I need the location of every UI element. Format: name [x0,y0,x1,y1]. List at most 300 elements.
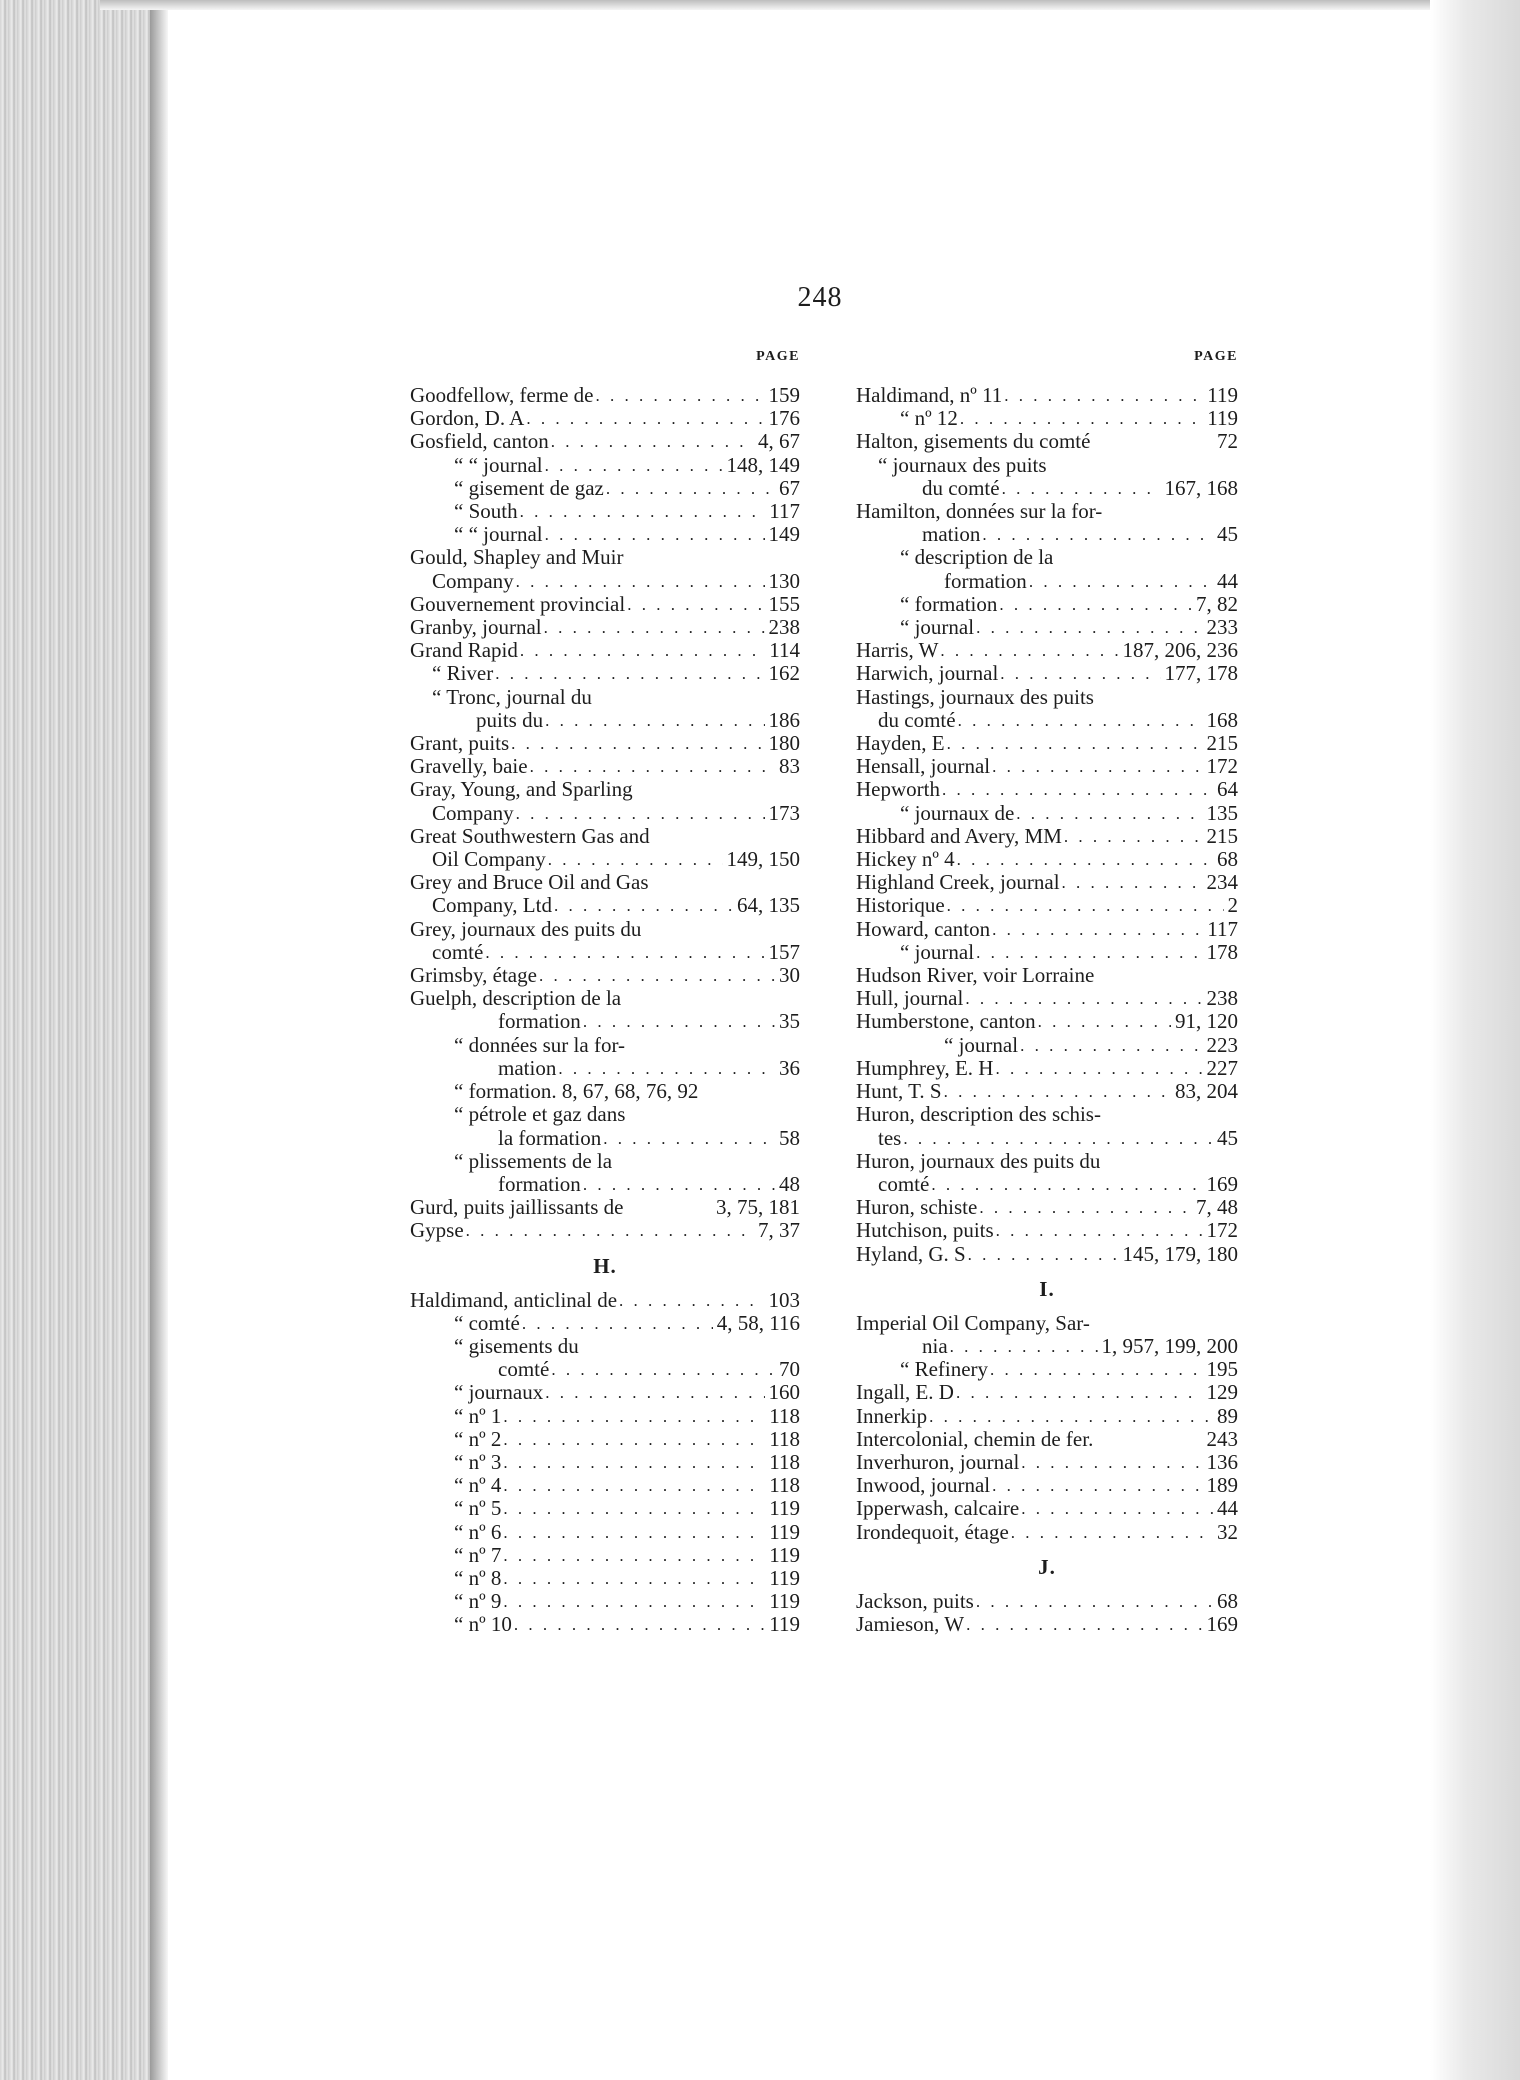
entry-text: “ description de la [900,545,1054,570]
entry-page-ref: 172 [1206,1218,1238,1243]
entry-page-ref: 35 [779,1009,800,1034]
entry-text: Company [432,568,514,593]
entry-page-ref: 233 [1206,615,1238,640]
entry-text: Oil Company [432,847,546,872]
leader-dots [545,523,765,546]
entry-text: Haldimand, nº 11 [856,383,1003,407]
entry-text: Goodfellow, ferme de [410,383,594,407]
leader-dots [526,407,764,430]
leader-dots [931,1173,1202,1196]
leader-dots [503,1451,765,1474]
index-entry [856,686,1238,709]
leader-dots [530,755,775,778]
entry-page-ref: 117 [1207,916,1238,941]
index-entry [410,570,800,593]
entry-page-ref: 119 [1207,383,1238,407]
index-entry [856,570,1238,593]
leader-dots [1038,1010,1171,1033]
index-entry [410,987,800,1010]
entry-text: “ Refinery [900,1357,989,1382]
leader-dots [1062,871,1203,894]
index-entry [856,1405,1238,1428]
entry-text: “ nº 6 [454,1519,502,1544]
leader-dots [485,941,764,964]
leader-dots [976,941,1202,964]
index-entry [410,500,800,523]
leader-dots [606,477,775,500]
index-entry [856,1243,1238,1266]
index-entry [410,1010,800,1033]
index-entry [410,1057,800,1080]
index-entry [410,1544,800,1567]
entry-page-ref: 67 [779,475,800,500]
entry-text: “ pétrole et gaz dans [454,1102,626,1127]
entry-text: Harwich, journal [856,661,999,686]
index-entry [410,430,800,453]
entry-text: “ comté [454,1310,520,1335]
entry-page-ref: 155 [768,591,800,616]
entry-text: Huron, schiste [856,1195,978,1220]
index-entry [410,454,800,477]
entry-page-ref: 44 [1217,1496,1238,1521]
index-entry [856,500,1238,523]
leader-dots [503,1428,765,1451]
entry-page-ref: 223 [1206,1032,1238,1057]
index-entry [410,1080,800,1103]
entry-page-ref: 44 [1217,568,1238,593]
entry-text: “ South [454,499,518,524]
entry-text: Great Southwestern Gas and [410,823,650,848]
index-entry [856,1196,1238,1219]
entry-text: Grant, puits [410,731,510,756]
index-entry [410,1150,800,1173]
entry-page-ref: 118 [769,1403,800,1428]
index-entry [856,407,1238,430]
index-entry [410,1173,800,1196]
index-entry [410,1381,800,1404]
leader-dots [503,1474,765,1497]
index-entry [410,894,800,917]
entry-page-ref: 162 [768,661,800,686]
entry-text: Hyland, G. S [856,1241,966,1266]
leader-dots [522,1312,713,1335]
leader-dots [947,894,1224,917]
leader-dots [503,1590,765,1613]
leader-dots [956,1381,1203,1404]
entry-page-ref: 30 [779,963,800,988]
entry-text: Company [432,800,514,825]
entry-page-ref: 238 [768,615,800,640]
index-entry [410,941,800,964]
entry-text: comté [878,1171,930,1196]
entry-text: Hunt, T. S [856,1079,942,1104]
entry-page-ref: 189 [1206,1473,1238,1498]
entry-text: “ formation [900,591,998,616]
entry-text: Hickey nº 4 [856,847,955,872]
entry-text: Humberstone, canton [856,1009,1036,1034]
entry-page-ref: 118 [769,1426,800,1451]
index-entry [856,662,1238,685]
entry-text: Hutchison, puits [856,1218,994,1243]
entry-text: comté [432,939,484,964]
index-entry [856,593,1238,616]
leader-dots [548,848,723,871]
entry-page-ref: 186 [768,707,800,732]
index-entry [856,1521,1238,1544]
entry-text: mation [498,1055,557,1080]
leader-dots [554,894,733,917]
index-entry [410,1127,800,1150]
leader-dots [627,593,764,616]
index-entry [856,894,1238,917]
index-entry [410,871,800,894]
entry-text: Gouvernement provincial [410,591,626,616]
entry-page-ref: 83, 204 [1175,1079,1238,1104]
leader-dots [950,1335,1098,1358]
entry-page-ref: 117 [769,499,800,524]
leader-dots [976,1590,1213,1613]
entry-text: Huron, journaux des puits du [856,1148,1101,1173]
index-entry [856,1451,1238,1474]
book-page-edges [0,0,150,2080]
index-entry [410,1196,800,1219]
leader-dots [903,1127,1213,1150]
entry-page-ref: 149, 150 [726,847,800,872]
entry-text: “ nº 7 [454,1542,502,1567]
entry-page-ref: 45 [1217,522,1238,547]
index-entry [856,1150,1238,1173]
leader-dots [520,500,766,523]
leader-dots [966,1613,1202,1636]
entry-text: Huron, description des schis- [856,1102,1101,1127]
index-entry [856,732,1238,755]
entry-page-ref: 130 [768,568,800,593]
leader-dots [957,848,1213,871]
entry-text: Gould, Shapley and Muir [410,545,624,570]
leader-dots [595,384,764,407]
entry-text: “ gisements du [454,1333,579,1358]
index-entry [856,755,1238,778]
entry-page-ref: 45 [1217,1125,1238,1150]
leader-dots [1004,384,1203,407]
entry-page-ref: 119 [769,1565,800,1590]
entry-text: “ journal [900,615,975,640]
index-entry [410,778,800,801]
leader-dots [1016,802,1202,825]
index-entries [410,384,800,1637]
leader-dots [514,1613,765,1636]
index-entry [410,384,800,407]
index-entry [856,709,1238,732]
entry-text: Intercolonial, chemin de fer. [856,1426,1094,1451]
leader-dots [511,732,764,755]
entry-text: “ données sur la for- [454,1032,626,1057]
entry-page-ref: 119 [769,1589,800,1614]
entry-text: formation [498,1009,581,1034]
entry-text: Hudson River, voir Lorraine [856,963,1095,988]
column-header: PAGE [756,349,800,364]
leader-dots [1029,570,1213,593]
leader-dots [1000,662,1160,685]
entry-page-ref: 136 [1206,1449,1238,1474]
entry-text: la formation [498,1125,602,1150]
index-entry [410,1567,800,1590]
entry-text: Company, Ltd [432,893,552,918]
index-entry [856,987,1238,1010]
entry-page-ref: 145, 179, 180 [1122,1241,1238,1266]
index-entry [856,1474,1238,1497]
entry-text: “ journaux des puits [878,452,1047,477]
index-entry [856,941,1238,964]
entry-page-ref: 4, 58, 116 [716,1310,800,1335]
entry-text: “ nº 10 [454,1612,512,1637]
index-entry [410,546,800,569]
index-entry [410,1428,800,1451]
leader-dots [992,755,1202,778]
entry-text: Hamilton, données sur la for- [856,499,1103,524]
entry-text: Granby, journal [410,615,542,640]
entry-page-ref: 119 [769,1519,800,1544]
leader-dots [551,1358,775,1381]
leader-dots [539,964,775,987]
index-entry [410,1103,800,1126]
index-entry [856,1010,1238,1033]
entry-page-ref: 119 [769,1542,800,1567]
entry-text: comté [498,1357,550,1382]
entry-text: “ journaux [454,1380,544,1405]
index-entry [410,918,800,941]
column-header: PAGE [1194,349,1238,364]
leader-dots [466,1219,754,1242]
index-entry [856,1428,1238,1451]
entry-text: Hibbard and Avery, MM [856,823,1062,848]
entry-text: Inverhuron, journal [856,1449,1020,1474]
entry-page-ref: 118 [769,1473,800,1498]
leader-dots [583,1010,775,1033]
entry-page-ref: 227 [1206,1055,1238,1080]
index-entry [410,1289,800,1312]
entry-text: Gypse [410,1218,464,1243]
entry-text: Hastings, journaux des puits [856,684,1094,709]
leader-dots [965,987,1202,1010]
entry-text: mation [922,522,981,547]
entry-page-ref: 173 [768,800,800,825]
index-entry [856,523,1238,546]
entry-text: “ nº 1 [454,1403,502,1428]
entry-text: tes [878,1125,902,1150]
index-column-right [856,344,1238,1636]
entry-text: “ nº 8 [454,1565,502,1590]
leader-dots [992,918,1203,941]
entry-page-ref: 172 [1206,754,1238,779]
leader-dots [558,1057,775,1080]
index-entry [856,1613,1238,1636]
section-letter: I. [1039,1276,1055,1301]
leader-dots [976,616,1202,639]
leader-dots [958,709,1203,732]
entry-text: “ nº 3 [454,1449,502,1474]
entry-page-ref: 176 [768,406,800,431]
entry-page-ref: 58 [779,1125,800,1150]
leader-dots [990,1358,1202,1381]
leader-dots [516,570,765,593]
entry-text: “ nº 2 [454,1426,502,1451]
leader-dots [982,523,1213,546]
index-entry [856,848,1238,871]
index-entry [410,848,800,871]
leader-dots [1021,1451,1202,1474]
entry-page-ref: 7, 37 [758,1218,800,1243]
leader-dots [1021,1497,1213,1520]
leader-dots [995,1057,1202,1080]
entry-page-ref: 7, 48 [1196,1195,1238,1220]
entry-page-ref: 4, 67 [758,429,800,454]
page-number: 248 [797,282,843,313]
entry-page-ref: 135 [1206,800,1238,825]
leader-dots [551,430,754,453]
index-entry [410,662,800,685]
entry-page-ref: 64 [1217,777,1238,802]
entry-text: Hull, journal [856,986,964,1011]
leader-dots [520,639,765,662]
index-entry [856,1335,1238,1358]
entry-text: “ journaux de [900,800,1015,825]
leader-dots [545,709,764,732]
leader-dots [996,1219,1203,1242]
entry-text: Irondequoit, étage [856,1519,1009,1544]
entry-page-ref: 148, 149 [726,452,800,477]
entry-page-ref: 89 [1217,1403,1238,1428]
entry-page-ref: 1, 957, 199, 200 [1101,1333,1238,1358]
entry-page-ref: 243 [1206,1426,1238,1451]
entry-text: Haldimand, anticlinal de [410,1287,618,1312]
entry-text: Ingall, E. D [856,1380,954,1405]
entry-text: “ gisement de gaz [454,475,604,500]
entry-page-ref: 91, 120 [1175,1009,1238,1034]
entry-page-ref: 234 [1206,870,1238,895]
entry-page-ref: 119 [769,1612,800,1637]
entry-text: “ journal [944,1032,1019,1057]
leader-dots [544,616,765,639]
leader-dots [495,662,764,685]
page-gutter-shadow [150,0,168,2080]
index-entry [856,1080,1238,1103]
entry-page-ref: 160 [768,1380,800,1405]
entry-text: Imperial Oil Company, Sar- [856,1310,1090,1335]
index-entry [856,802,1238,825]
entry-page-ref: 215 [1206,823,1238,848]
index-entry [856,1173,1238,1196]
entry-page-ref: 70 [779,1357,800,1382]
entry-page-ref: 3, 75, 181 [716,1195,800,1220]
leader-dots [999,593,1192,616]
entry-text: “ River [432,661,494,686]
index-entry [856,616,1238,639]
leader-dots [545,1381,764,1404]
entry-text: Harris, W [856,638,939,663]
entry-text: Grimsby, étage [410,963,537,988]
index-entry [410,616,800,639]
entry-page-ref: 169 [1206,1171,1238,1196]
entry-page-ref: 83 [779,754,800,779]
index-entry [410,964,800,987]
index-column-left [410,344,800,1637]
index-entry [856,964,1238,987]
entry-text: Howard, canton [856,916,991,941]
leader-dots [944,1080,1171,1103]
entry-text: du comté [878,707,956,732]
leader-dots [942,778,1213,801]
entry-text: “ journal [900,939,975,964]
index-entry [410,1613,800,1636]
entry-text: Humphrey, E. H [856,1055,994,1080]
index-entry [856,430,1238,453]
entry-text: “ nº 5 [454,1496,502,1521]
section-letter: H. [593,1253,617,1278]
entry-page-ref: 129 [1206,1380,1238,1405]
index-entry [410,755,800,778]
entry-text: “ nº 9 [454,1589,502,1614]
leader-dots [1064,825,1203,848]
entry-text: Ipperwash, calcaire [856,1496,1020,1521]
entry-text: nia [922,1333,948,1358]
entry-text: “ “ journal [454,522,543,547]
entry-text: Innerkip [856,1403,928,1428]
entry-page-ref: 119 [1207,406,1238,431]
entry-page-ref: 118 [769,1449,800,1474]
entry-text: Grey, journaux des puits du [410,916,642,941]
leader-dots [1020,1034,1202,1057]
entry-text: Grand Rapid [410,638,518,663]
entry-page-ref: 178 [1206,939,1238,964]
entry-page-ref: 72 [1217,429,1238,454]
leader-dots [979,1196,1192,1219]
index-entry [856,778,1238,801]
index-entry [410,1521,800,1544]
entry-text: Gray, Young, and Sparling [410,777,633,802]
entry-text: Jackson, puits [856,1588,974,1613]
entry-page-ref: 32 [1217,1519,1238,1544]
leader-dots [503,1405,765,1428]
leader-dots [1002,477,1161,500]
index-entry [856,1103,1238,1126]
entry-page-ref: 215 [1206,731,1238,756]
index-entry [856,384,1238,407]
entry-page-ref: 167, 168 [1164,475,1238,500]
index-entry [856,477,1238,500]
index-entry [856,1312,1238,1335]
entry-page-ref: 114 [769,638,800,663]
entry-text: Gordon, D. A [410,406,525,431]
entry-text: formation [498,1171,581,1196]
leader-dots [968,1243,1119,1266]
entry-page-ref: 195 [1206,1357,1238,1382]
entry-text: Halton, gisements du comté [856,429,1091,454]
entry-text: “ formation. 8, 67, 68, 76, 92 [454,1079,699,1104]
entry-page-ref: 7, 82 [1196,591,1238,616]
leader-dots [619,1289,764,1312]
entry-text: du comté [922,475,1000,500]
entry-page-ref: 68 [1217,1588,1238,1613]
entry-text: “ “ journal [454,452,543,477]
entry-page-ref: 48 [779,1171,800,1196]
index-entry [856,1381,1238,1404]
entry-text: Highland Creek, journal [856,870,1060,895]
index-entry [856,825,1238,848]
index-entry [410,1335,800,1358]
right-page-shade [1430,0,1520,2080]
entry-text: Hayden, E [856,731,945,756]
